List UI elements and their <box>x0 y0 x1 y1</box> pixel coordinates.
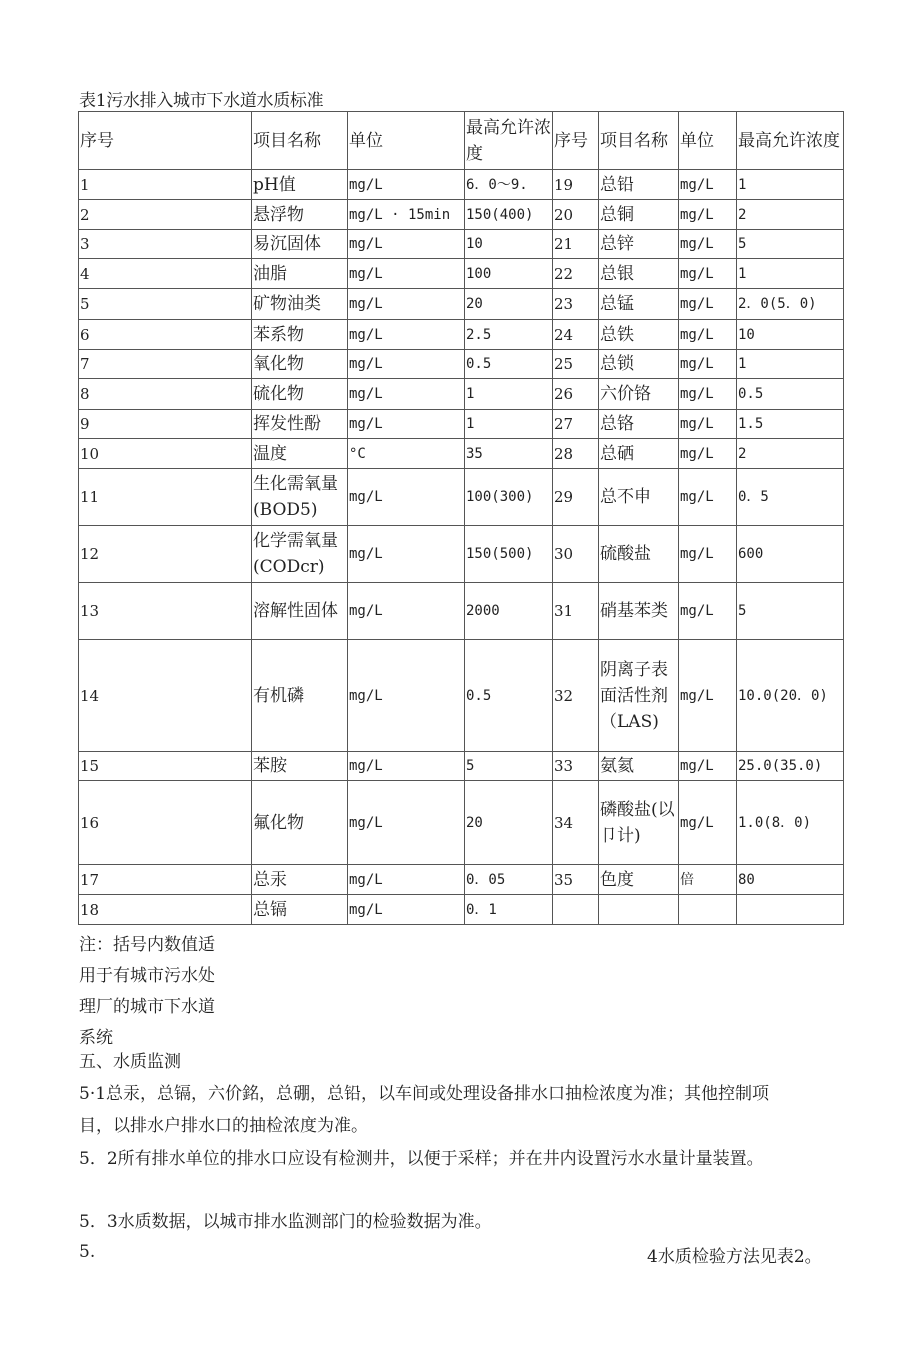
cell-item-name: 化学需氧量(CODcr) <box>252 526 348 583</box>
header-item-name: 项目名称 <box>252 112 348 170</box>
cell-seq: 2 <box>79 200 252 230</box>
cell-max-concentration: 1 <box>465 379 553 410</box>
cell-unit: mg/L <box>348 410 465 439</box>
cell-item-name-2: 六价铬 <box>599 379 679 410</box>
cell-max-concentration-2: 0．5 <box>737 469 844 526</box>
cell-item-name: 总汞 <box>252 865 348 895</box>
cell-max-concentration: 0.5 <box>465 350 553 379</box>
cell-max-concentration: 35 <box>465 439 553 469</box>
cell-max-concentration-2: 2 <box>737 439 844 469</box>
cell-max-concentration: 150(400) <box>465 200 553 230</box>
cell-unit: mg/L <box>348 895 465 925</box>
cell-unit: mg/L <box>348 170 465 200</box>
cell-seq-2: 32 <box>553 640 599 752</box>
cell-seq: 11 <box>79 469 252 526</box>
cell-unit: mg/L <box>348 752 465 781</box>
paragraph-5-4-text: 4水质检验方法见表2。 <box>647 1247 822 1267</box>
cell-seq: 7 <box>79 350 252 379</box>
paragraph-5-3: 5．3水质数据，以城市排水监测部门的检验数据为准。 <box>79 1212 492 1232</box>
cell-seq: 13 <box>79 583 252 640</box>
cell-item-name: 总镉 <box>252 895 348 925</box>
cell-max-concentration: 5 <box>465 752 553 781</box>
header-seq: 序号 <box>79 112 252 170</box>
cell-seq-2: 33 <box>553 752 599 781</box>
cell-item-name: 矿物油类 <box>252 289 348 320</box>
cell-max-concentration-2: 1.0(8．0) <box>737 781 844 865</box>
note-line: 理厂的城市下水道 <box>79 997 215 1017</box>
table-row <box>79 410 844 439</box>
cell-unit-2: mg/L <box>679 583 737 640</box>
header-unit-2: 单位 <box>679 112 737 170</box>
header-max-concentration-2: 最高允许浓度 <box>737 112 844 170</box>
cell-unit-2: mg/L <box>679 379 737 410</box>
cell-max-concentration: 150(500) <box>465 526 553 583</box>
paragraph-5-2: 5．2所有排水单位的排水口应设有检测井，以便于采样；并在井内设置污水水量计量装置。 <box>79 1149 764 1169</box>
cell-item-name: 硫化物 <box>252 379 348 410</box>
table-note <box>79 930 215 1054</box>
paragraph-5-4-number: 5. <box>79 1242 96 1262</box>
cell-max-concentration-2: 2．0(5．0) <box>737 289 844 320</box>
cell-item-name: 挥发性酚 <box>252 410 348 439</box>
cell-item-name-2: 总不申 <box>599 469 679 526</box>
cell-max-concentration-2: 25.0(35.0) <box>737 752 844 781</box>
cell-seq-2: 28 <box>553 439 599 469</box>
cell-unit: mg/L <box>348 289 465 320</box>
cell-max-concentration: 10 <box>465 230 553 259</box>
note-line: 系统 <box>79 1028 113 1048</box>
cell-seq-2: 22 <box>553 259 599 289</box>
cell-item-name: 生化需氧量(BOD5) <box>252 469 348 526</box>
cell-seq-2: 20 <box>553 200 599 230</box>
cell-max-concentration: 0．1 <box>465 895 553 925</box>
cell-seq-2: 26 <box>553 379 599 410</box>
cell-max-concentration-2: 2 <box>737 200 844 230</box>
cell-seq-2: 35 <box>553 865 599 895</box>
table-header-row <box>79 112 844 170</box>
cell-unit-2: mg/L <box>679 410 737 439</box>
cell-unit: mg/L <box>348 865 465 895</box>
cell-item-name: 氟化物 <box>252 781 348 865</box>
cell-unit: °C <box>348 439 465 469</box>
cell-unit: mg/L <box>348 230 465 259</box>
cell-item-name-2: 氨氦 <box>599 752 679 781</box>
cell-unit: mg/L <box>348 583 465 640</box>
cell-unit-2: mg/L <box>679 781 737 865</box>
cell-max-concentration-2: 5 <box>737 583 844 640</box>
cell-item-name-2: 色度 <box>599 865 679 895</box>
cell-seq: 3 <box>79 230 252 259</box>
cell-seq: 18 <box>79 895 252 925</box>
table-row <box>79 259 844 289</box>
cell-max-concentration: 1 <box>465 410 553 439</box>
cell-seq-2 <box>553 895 599 925</box>
cell-unit: mg/L <box>348 259 465 289</box>
table-row <box>79 350 844 379</box>
cell-max-concentration-2: 10.0(20．0) <box>737 640 844 752</box>
cell-item-name-2: 总锰 <box>599 289 679 320</box>
cell-seq: 15 <box>79 752 252 781</box>
cell-seq-2: 19 <box>553 170 599 200</box>
cell-max-concentration-2: 600 <box>737 526 844 583</box>
cell-seq-2: 21 <box>553 230 599 259</box>
table-row <box>79 200 844 230</box>
cell-max-concentration-2: 10 <box>737 320 844 350</box>
cell-max-concentration-2: 1 <box>737 259 844 289</box>
table-row <box>79 439 844 469</box>
cell-max-concentration: 0．05 <box>465 865 553 895</box>
cell-item-name: 苯系物 <box>252 320 348 350</box>
cell-item-name: 氧化物 <box>252 350 348 379</box>
cell-unit: mg/L <box>348 350 465 379</box>
cell-item-name-2: 总铜 <box>599 200 679 230</box>
cell-item-name: 苯胺 <box>252 752 348 781</box>
cell-item-name: 油脂 <box>252 259 348 289</box>
cell-unit-2: mg/L <box>679 469 737 526</box>
cell-item-name-2: 阴离子表面活性剂（LAS) <box>599 640 679 752</box>
cell-seq: 6 <box>79 320 252 350</box>
cell-seq: 10 <box>79 439 252 469</box>
cell-seq: 4 <box>79 259 252 289</box>
cell-item-name-2: 总硒 <box>599 439 679 469</box>
cell-seq: 14 <box>79 640 252 752</box>
cell-unit-2: mg/L <box>679 200 737 230</box>
cell-unit-2: mg/L <box>679 170 737 200</box>
table-row <box>79 320 844 350</box>
cell-unit-2: mg/L <box>679 289 737 320</box>
cell-seq-2: 23 <box>553 289 599 320</box>
note-line: 注：括号内数值适 <box>79 935 215 955</box>
header-item-name-2: 项目名称 <box>599 112 679 170</box>
cell-seq: 1 <box>79 170 252 200</box>
cell-seq-2: 27 <box>553 410 599 439</box>
header-max-concentration: 最高允许浓度 <box>465 112 553 170</box>
cell-seq: 17 <box>79 865 252 895</box>
cell-item-name-2: 总银 <box>599 259 679 289</box>
cell-unit: mg/L <box>348 320 465 350</box>
cell-item-name: 有机磷 <box>252 640 348 752</box>
cell-max-concentration: 2.5 <box>465 320 553 350</box>
table-row <box>79 526 844 583</box>
table-row <box>79 640 844 752</box>
table-row <box>79 379 844 410</box>
table-row <box>79 289 844 320</box>
cell-unit-2 <box>679 895 737 925</box>
cell-max-concentration: 0.5 <box>465 640 553 752</box>
cell-unit: mg/L <box>348 781 465 865</box>
cell-max-concentration-2: 80 <box>737 865 844 895</box>
cell-unit: mg/L <box>348 379 465 410</box>
cell-max-concentration-2: 1 <box>737 170 844 200</box>
table-row <box>79 895 844 925</box>
cell-unit-2: 倍 <box>679 865 737 895</box>
cell-seq: 12 <box>79 526 252 583</box>
section-title: 五、水质监测 <box>79 1052 181 1072</box>
table-row <box>79 865 844 895</box>
cell-unit-2: mg/L <box>679 752 737 781</box>
cell-unit: mg/L <box>348 469 465 526</box>
cell-item-name: 易沉固体 <box>252 230 348 259</box>
cell-unit-2: mg/L <box>679 320 737 350</box>
cell-unit-2: mg/L <box>679 230 737 259</box>
cell-item-name: 悬浮物 <box>252 200 348 230</box>
table-row <box>79 170 844 200</box>
table-row <box>79 230 844 259</box>
table-row <box>79 781 844 865</box>
cell-item-name-2: 总锌 <box>599 230 679 259</box>
cell-unit-2: mg/L <box>679 526 737 583</box>
cell-seq-2: 34 <box>553 781 599 865</box>
cell-seq: 5 <box>79 289 252 320</box>
cell-seq-2: 29 <box>553 469 599 526</box>
cell-item-name-2: 硫酸盐 <box>599 526 679 583</box>
cell-seq: 9 <box>79 410 252 439</box>
cell-unit-2: mg/L <box>679 439 737 469</box>
table-row <box>79 752 844 781</box>
table-row <box>79 469 844 526</box>
cell-item-name-2: 总锁 <box>599 350 679 379</box>
cell-max-concentration: 6．0～9. <box>465 170 553 200</box>
cell-max-concentration: 20 <box>465 781 553 865</box>
cell-item-name-2: 硝基苯类 <box>599 583 679 640</box>
paragraph-5-1: 5·1总汞，总镉，六价銘，总硼，总铅，以车间或处理设备排水口抽检浓度为准；其他控制项目，以排水户排水口的抽检浓度为准。 <box>79 1084 770 1136</box>
cell-item-name: 温度 <box>252 439 348 469</box>
cell-unit: mg/L · 15min <box>348 200 465 230</box>
cell-max-concentration-2: 0.5 <box>737 379 844 410</box>
cell-max-concentration: 2000 <box>465 583 553 640</box>
cell-max-concentration-2: 1 <box>737 350 844 379</box>
cell-item-name-2: 总铁 <box>599 320 679 350</box>
cell-max-concentration-2: 1.5 <box>737 410 844 439</box>
cell-item-name-2: 磷酸盐(以卩计) <box>599 781 679 865</box>
header-unit: 单位 <box>348 112 465 170</box>
cell-max-concentration-2: 5 <box>737 230 844 259</box>
cell-item-name-2: 总铬 <box>599 410 679 439</box>
cell-seq-2: 25 <box>553 350 599 379</box>
cell-unit-2: mg/L <box>679 640 737 752</box>
cell-unit-2: mg/L <box>679 350 737 379</box>
table-caption: 表1污水排入城市下水道水质标准 <box>79 91 324 111</box>
cell-seq: 8 <box>79 379 252 410</box>
water-quality-table <box>78 111 844 925</box>
cell-unit: mg/L <box>348 526 465 583</box>
cell-unit: mg/L <box>348 640 465 752</box>
note-line: 用于有城市污水处 <box>79 966 215 986</box>
cell-unit-2: mg/L <box>679 259 737 289</box>
cell-max-concentration: 100(300) <box>465 469 553 526</box>
cell-seq-2: 24 <box>553 320 599 350</box>
table-row <box>79 583 844 640</box>
cell-max-concentration-2 <box>737 895 844 925</box>
cell-item-name-2: 总铅 <box>599 170 679 200</box>
cell-seq: 16 <box>79 781 252 865</box>
cell-max-concentration: 100 <box>465 259 553 289</box>
cell-item-name: pH值 <box>252 170 348 200</box>
cell-item-name-2 <box>599 895 679 925</box>
header-seq-2: 序号 <box>553 112 599 170</box>
cell-item-name: 溶解性固体 <box>252 583 348 640</box>
cell-seq-2: 30 <box>553 526 599 583</box>
cell-max-concentration: 20 <box>465 289 553 320</box>
cell-seq-2: 31 <box>553 583 599 640</box>
